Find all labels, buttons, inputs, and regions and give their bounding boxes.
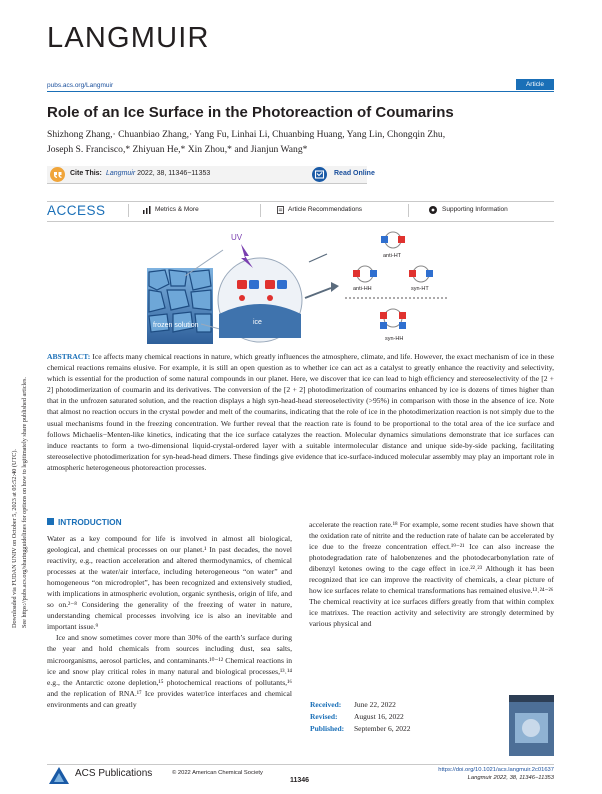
cite-journal[interactable]: Langmuir xyxy=(106,170,136,177)
page-number: 11346 xyxy=(290,777,310,784)
recommendations-link[interactable]: Article Recommendations xyxy=(288,206,363,213)
published-date: September 6, 2022 xyxy=(354,724,411,733)
access-divider xyxy=(260,204,261,217)
access-heading: ACCESS xyxy=(47,203,106,218)
author-list xyxy=(47,127,557,157)
paragraph: The chemical reactivity at ice surfaces differs greatly from that within complex ice matrixes. The reaction activity and selectivity are strongly determined by various physical and xyxy=(309,597,554,629)
section-marker xyxy=(47,518,54,525)
abstract-label: ABSTRACT: xyxy=(47,352,91,361)
publication-dates xyxy=(310,699,495,735)
product-anti-hh xyxy=(353,266,377,292)
author-line-1: Shizhong Zhang,· Chuanbiao Zhang,· Yang Fu, Linhai Li, Chuanbing Huang, Yang Lin, Chongqin Zhu, xyxy=(47,129,446,140)
products-panel xyxy=(345,232,447,342)
toc-graphic xyxy=(145,228,450,348)
reactant-blue xyxy=(277,280,287,289)
product-anti-ht xyxy=(381,232,405,259)
reactant-red xyxy=(265,280,275,289)
side-note-line1: Downloaded via FUDAN UNIV on October 5, 2023 at 05:52:40 (UTC). xyxy=(11,449,18,628)
journal-cover-thumbnail[interactable] xyxy=(509,695,554,756)
footer-divider xyxy=(47,764,554,765)
ice-label: ice xyxy=(253,319,262,326)
revised-label: Revised: xyxy=(310,712,338,721)
supporting-info-icon xyxy=(429,206,437,216)
product-label-syn-hh: syn-HH xyxy=(385,336,404,342)
abstract xyxy=(47,351,554,473)
revised-row xyxy=(310,711,495,723)
header-divider xyxy=(47,91,554,92)
paragraph: accelerate the reaction rate.¹⁸ For example, some recent studies have shown that the oxidation rate of nitrite and the reduction rate of halate can be accelerated by ice due to the freeze concentration effect.¹⁹⁻²¹ Ice can also increase the photodegradation rate of halobenzenes and the photodecarbonylation rate of dibenzyl ketones owing to the cage effect in ice.²²˒²³ Although it has been recognized that ice can improve the reactivity of chemicals, a clear picture of how ice surfaces relate to chemical transformations has remained elusive.¹³˒²⁴⁻²⁶ xyxy=(309,520,554,596)
reaction-arrow xyxy=(305,254,339,298)
article-title: Role of an Ice Surface in the Photoreaction of Coumarins xyxy=(47,104,454,121)
acs-logo-icon[interactable] xyxy=(47,766,71,786)
received-label: Received: xyxy=(310,700,342,709)
copyright-notice: © 2022 American Chemical Society xyxy=(172,770,263,776)
paragraph: Water as a key compound for life is involved in almost all biological, geological, and chemical processes on our planet.¹ In past decades, the novel reactivity, e.g., reaction acceleration and altered thermodynamics, of chemical processes at the water/air interface, including heterogeneous “on water” and homogeneous “on microdroplet”, has been recognized and extensively studied, with implications in atmospheric evolution, organic synthesis, origin of life, and so on.²⁻⁸ Considering the generality of the freezing of water in nature, understanding chemical processes involving ice is also an inevitable and important issue.⁹ xyxy=(47,534,292,632)
paragraph: Ice and snow sometimes cover more than 30% of the earth’s surface during the year and hold chemicals from sources including dust, sea salts, microorganisms, aerosol particles, and contaminants.¹⁰⁻¹² Chemical reactions in ice and snow play critical roles in many natural and biological processes,¹³˒¹⁴ e.g., the Antarctic ozone depletion,¹⁵ photochemical reactions of pollutants,¹⁶ and the replication of RNA.¹⁷ Ice provides water/ice interfaces and chemical environments and can greatly xyxy=(47,633,292,709)
journal-reference: Langmuir 2022, 38, 11346−11353 xyxy=(467,775,554,781)
cite-label: Cite This: xyxy=(70,170,102,177)
frozen-solution-label: frozen solution xyxy=(153,322,199,329)
read-online-icon[interactable] xyxy=(312,167,327,182)
document-icon xyxy=(277,206,284,216)
author-line-2: Joseph S. Francisco,* Zhiyuan He,* Xin Zhou,* and Jianjun Wang* xyxy=(47,144,308,155)
cite-ref: 2022, 38, 11346−11353 xyxy=(137,170,211,177)
product-syn-ht xyxy=(409,266,433,292)
received-row xyxy=(310,699,495,711)
doi-block xyxy=(405,766,554,782)
section-heading-introduction: INTRODUCTION xyxy=(58,517,122,527)
supporting-info-link[interactable]: Supporting Information xyxy=(442,206,508,213)
published-label: Published: xyxy=(310,724,345,733)
access-divider xyxy=(128,204,129,217)
download-side-note xyxy=(4,240,34,630)
product-label-anti-hh: anti-HH xyxy=(353,286,372,292)
site-link[interactable]: pubs.acs.org/Langmuir xyxy=(47,82,114,89)
abstract-text: Ice affects many chemical reactions in nature, which greatly influences the atmosphere, climate, and life. However, the exact mechanism of ice in these chemical reactions remains elusive. For example, it is still an open question as to whether ice can act as a catalyst to greatly enhance the reactivity and selectivity, which is essential for the production of some natural compounds in our planet. Here, we discover that ice can lead to high efficiency and stereoselectivity of the [2 + 2] photodimerization of coumarin and its derivatives. The conversion of the [2 + 2] photodimerization of coumarins enhanced by ice is dozens of times higher than that in the unfrozen saturated solution, and the reaction displays a high syn-head-head stereoselectivity (>95%) in comparison with those in the absence of ice. Note that almost no reaction occurs in the crystal powder and melt of the coumarins, indicating that the role of ice in the photodimerization reaction is not simply due to the usual mechanisms found in the freezing concentration. We further reveal that the reaction rate is found to be proportional to the total area of the ice surface and follows Michaelis−Menten-like kinetics, indicating that the ice surface catalyzes the reaction. Molecular dynamics simulations demonstrate that ice surfaces can induce reactants to form a two-dimensional liquid-crystal-ordered layer with a suitable intermolecular distance and unique side-by-side packing, facilitating stereoselective photodimerization for syn-head-head dimers. These findings give evidence that ice-surface-induced molecular assembly may play an important role in atmospheric heterogeneous photoreaction processes. xyxy=(47,352,554,472)
reactant-red xyxy=(237,280,247,289)
product-label-anti-ht: anti-HT xyxy=(383,253,402,259)
metrics-link[interactable]: Metrics & More xyxy=(155,206,199,213)
journal-logo[interactable]: LANGMUIR xyxy=(47,22,210,54)
read-online-link[interactable]: Read Online xyxy=(334,170,375,177)
article-type-badge: Article xyxy=(516,79,554,90)
side-note-line2: See https://pubs.acs.org/sharingguidelines for options on how to legitimately share published articles. xyxy=(21,377,28,628)
reactant-blue xyxy=(249,280,259,289)
product-syn-hh xyxy=(380,309,406,342)
bar-chart-icon xyxy=(143,206,151,216)
published-row xyxy=(310,723,495,735)
access-divider xyxy=(408,204,409,217)
frozen-solution-block xyxy=(147,268,213,344)
ice-surface-zoom xyxy=(218,258,302,342)
body-column-right xyxy=(309,519,554,629)
quote-icon[interactable] xyxy=(50,167,65,182)
publisher-name[interactable]: ACS Publications xyxy=(75,768,153,779)
revised-date: August 16, 2022 xyxy=(354,712,404,721)
received-date: June 22, 2022 xyxy=(354,700,396,709)
cite-reference[interactable] xyxy=(106,170,210,177)
uv-label: UV xyxy=(231,233,243,242)
product-label-syn-ht: syn-HT xyxy=(411,286,429,292)
doi-link[interactable]: https://doi.org/10.1021/acs.langmuir.2c01637 xyxy=(438,767,554,773)
body-column-left xyxy=(47,533,292,710)
